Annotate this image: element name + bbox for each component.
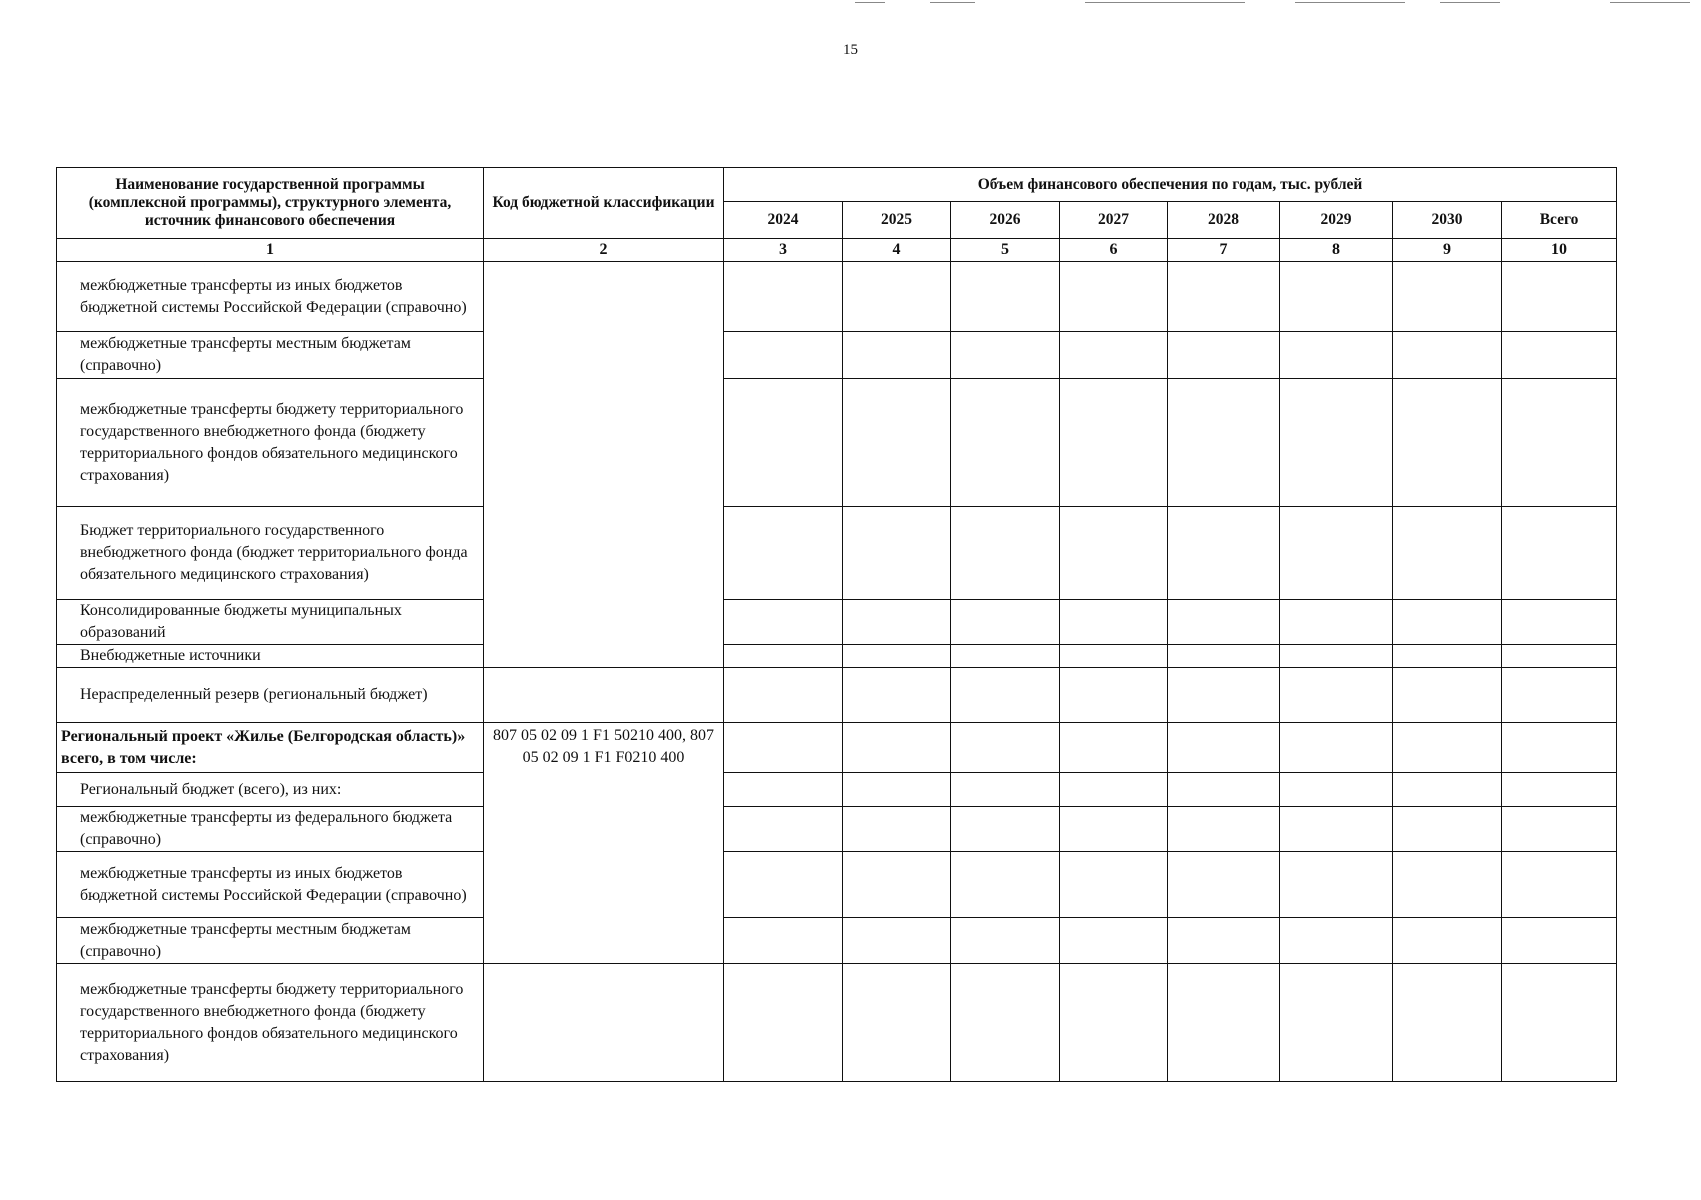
scan-mark [855, 2, 885, 3]
value-cell [1060, 645, 1168, 668]
value-cell [724, 262, 843, 332]
table-row [57, 645, 1617, 668]
value-cell [1502, 964, 1617, 1082]
row-name: межбюджетные трансферты из федерального бюджета (справочно) [57, 807, 484, 852]
value-cell [1393, 918, 1502, 964]
value-cell [1168, 645, 1280, 668]
value-cell [1168, 964, 1280, 1082]
value-cell [1168, 723, 1280, 773]
value-cell [1060, 918, 1168, 964]
column-number-row [57, 239, 1617, 262]
value-cell [1393, 852, 1502, 918]
value-cell [1168, 807, 1280, 852]
scan-edge-marks [0, 0, 1701, 10]
header-year-2024: 2024 [724, 202, 843, 239]
column-number: 9 [1393, 239, 1502, 262]
header-year-2025: 2025 [843, 202, 951, 239]
row-name: межбюджетные трансферты бюджету территориального государственного внебюджетного фонда (бюджету территориального фондов обязательного медицинского страхования) [57, 379, 484, 507]
row-name: Нераспределенный резерв (региональный бюджет) [57, 668, 484, 723]
value-cell [843, 668, 951, 723]
column-number: 2 [484, 239, 724, 262]
value-cell [843, 852, 951, 918]
value-cell [1393, 379, 1502, 507]
value-cell [1060, 332, 1168, 379]
header-year-2027: 2027 [1060, 202, 1168, 239]
value-cell [1502, 507, 1617, 600]
value-cell [1502, 918, 1617, 964]
value-cell [1280, 964, 1393, 1082]
value-cell [724, 668, 843, 723]
value-cell [1393, 773, 1502, 807]
value-cell [951, 507, 1060, 600]
value-cell [724, 918, 843, 964]
value-cell [1168, 773, 1280, 807]
value-cell [724, 723, 843, 773]
budget-code [484, 964, 724, 1082]
table-row [57, 262, 1617, 332]
row-name: межбюджетные трансферты местным бюджетам (справочно) [57, 918, 484, 964]
scan-mark [1295, 2, 1405, 3]
row-name: межбюджетные трансферты из иных бюджетов бюджетной системы Российской Федерации (справочно) [57, 852, 484, 918]
column-number: 10 [1502, 239, 1617, 262]
table-row [57, 332, 1617, 379]
value-cell [1060, 773, 1168, 807]
value-cell [951, 964, 1060, 1082]
value-cell [843, 645, 951, 668]
value-cell [843, 600, 951, 645]
value-cell [1060, 379, 1168, 507]
value-cell [1502, 262, 1617, 332]
value-cell [951, 645, 1060, 668]
value-cell [951, 262, 1060, 332]
value-cell [843, 807, 951, 852]
value-cell [724, 600, 843, 645]
value-cell [1280, 668, 1393, 723]
value-cell [1280, 507, 1393, 600]
value-cell [1280, 600, 1393, 645]
value-cell [951, 852, 1060, 918]
table-row [57, 507, 1617, 600]
value-cell [724, 807, 843, 852]
value-cell [1393, 807, 1502, 852]
value-cell [724, 773, 843, 807]
row-name: Бюджет территориального государственного внебюджетного фонда (бюджет территориального фонда обязательного медицинского страхования) [57, 507, 484, 600]
value-cell [1168, 262, 1280, 332]
table-row [57, 807, 1617, 852]
budget-code: 807 05 02 09 1 F1 50210 400, 807 05 02 09 1 F1 F0210 400 [484, 723, 724, 964]
value-cell [1060, 262, 1168, 332]
value-cell [724, 379, 843, 507]
row-name: Региональный проект «Жилье (Белгородская область)» всего, в том числе: [57, 723, 484, 773]
value-cell [1060, 668, 1168, 723]
value-cell [1502, 723, 1617, 773]
value-cell [843, 773, 951, 807]
scan-mark [1085, 2, 1245, 3]
scan-mark [1610, 2, 1690, 3]
value-cell [1502, 807, 1617, 852]
value-cell [724, 852, 843, 918]
header-total: Всего [1502, 202, 1617, 239]
value-cell [724, 645, 843, 668]
value-cell [1060, 723, 1168, 773]
value-cell [1502, 668, 1617, 723]
scan-mark [1440, 2, 1500, 3]
table-body [57, 262, 1617, 1082]
header-year-2029: 2029 [1280, 202, 1393, 239]
value-cell [951, 773, 1060, 807]
value-cell [1502, 645, 1617, 668]
table-row [57, 723, 1617, 773]
column-number: 1 [57, 239, 484, 262]
table-row [57, 600, 1617, 645]
value-cell [951, 807, 1060, 852]
row-name: Консолидированные бюджеты муниципальных образований [57, 600, 484, 645]
header-volume-group: Объем финансового обеспечения по годам, тыс. рублей [724, 168, 1617, 202]
table-row [57, 964, 1617, 1082]
value-cell [1280, 332, 1393, 379]
column-number: 4 [843, 239, 951, 262]
value-cell [843, 332, 951, 379]
value-cell [1280, 852, 1393, 918]
row-name: межбюджетные трансферты из иных бюджетов бюджетной системы Российской Федерации (справочно) [57, 262, 484, 332]
value-cell [1393, 964, 1502, 1082]
value-cell [1168, 918, 1280, 964]
value-cell [1502, 852, 1617, 918]
header-year-2028: 2028 [1168, 202, 1280, 239]
value-cell [1393, 507, 1502, 600]
value-cell [1280, 262, 1393, 332]
value-cell [1502, 773, 1617, 807]
value-cell [951, 668, 1060, 723]
value-cell [1060, 852, 1168, 918]
value-cell [1393, 600, 1502, 645]
value-cell [843, 723, 951, 773]
table-row [57, 379, 1617, 507]
budget-code [484, 668, 724, 723]
column-number: 3 [724, 239, 843, 262]
value-cell [1502, 332, 1617, 379]
page-number: 15 [843, 42, 858, 58]
value-cell [1280, 807, 1393, 852]
value-cell [951, 379, 1060, 507]
row-name: межбюджетные трансферты бюджету территориального государственного внебюджетного фонда (бюджету территориального фондов обязательного медицинского страхования) [57, 964, 484, 1082]
value-cell [1168, 507, 1280, 600]
column-number: 7 [1168, 239, 1280, 262]
header-year-2030: 2030 [1393, 202, 1502, 239]
value-cell [1280, 379, 1393, 507]
table-row [57, 918, 1617, 964]
column-number: 5 [951, 239, 1060, 262]
value-cell [724, 332, 843, 379]
value-cell [1502, 379, 1617, 507]
value-cell [724, 964, 843, 1082]
value-cell [1060, 964, 1168, 1082]
value-cell [843, 379, 951, 507]
budget-code [484, 262, 724, 668]
value-cell [1393, 645, 1502, 668]
table-row [57, 773, 1617, 807]
value-cell [951, 918, 1060, 964]
value-cell [1280, 773, 1393, 807]
header-name-column: Наименование государственной программы (комплексной программы), структурного элемента, источник финансового обеспечения [57, 168, 484, 239]
value-cell [1060, 600, 1168, 645]
column-number: 8 [1280, 239, 1393, 262]
value-cell [1280, 723, 1393, 773]
value-cell [1280, 918, 1393, 964]
value-cell [1060, 807, 1168, 852]
table-row [57, 668, 1617, 723]
row-name: межбюджетные трансферты местным бюджетам (справочно) [57, 332, 484, 379]
value-cell [1393, 668, 1502, 723]
value-cell [1280, 645, 1393, 668]
column-number: 6 [1060, 239, 1168, 262]
row-name: Региональный бюджет (всего), из них: [57, 773, 484, 807]
value-cell [1502, 600, 1617, 645]
row-name: Внебюджетные источники [57, 645, 484, 668]
value-cell [724, 507, 843, 600]
value-cell [1168, 600, 1280, 645]
value-cell [1168, 852, 1280, 918]
value-cell [951, 723, 1060, 773]
value-cell [1393, 262, 1502, 332]
value-cell [951, 600, 1060, 645]
value-cell [1393, 723, 1502, 773]
table-row [57, 852, 1617, 918]
value-cell [843, 964, 951, 1082]
value-cell [1060, 507, 1168, 600]
scan-mark [930, 2, 975, 3]
value-cell [1168, 332, 1280, 379]
value-cell [951, 332, 1060, 379]
value-cell [843, 262, 951, 332]
value-cell [1168, 668, 1280, 723]
value-cell [843, 918, 951, 964]
value-cell [1168, 379, 1280, 507]
value-cell [1393, 332, 1502, 379]
value-cell [843, 507, 951, 600]
header-code-column: Код бюджетной классификации [484, 168, 724, 239]
funding-table [56, 167, 1617, 1082]
header-year-2026: 2026 [951, 202, 1060, 239]
